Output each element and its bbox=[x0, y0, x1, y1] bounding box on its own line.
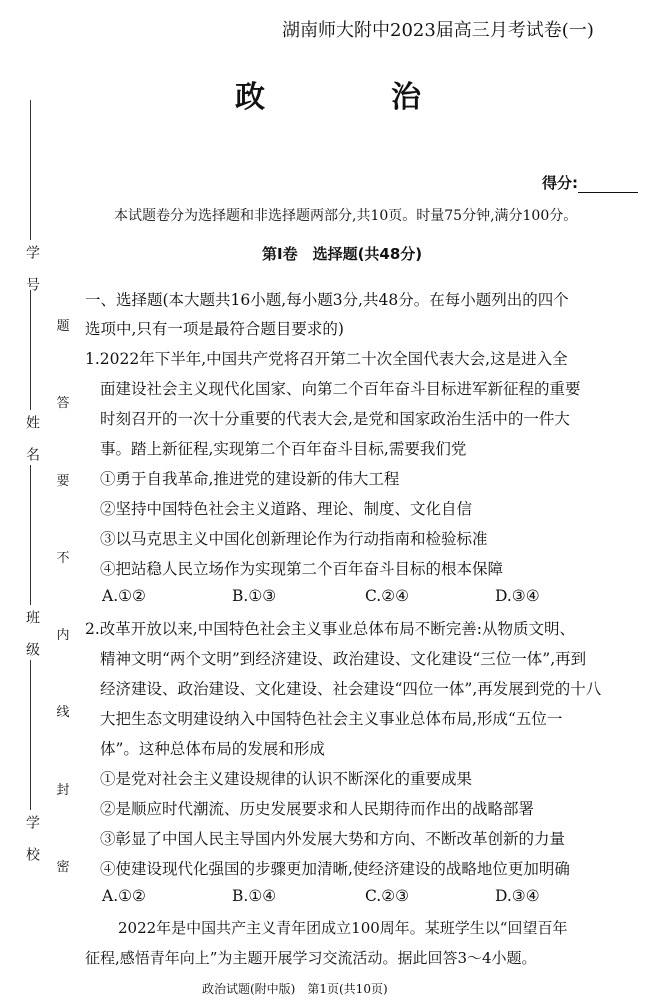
seal-char: 不 bbox=[56, 550, 70, 566]
q2-stem-line: 大把生态文明建设纳入中国特色社会主义事业总体布局,形成“五位一 bbox=[100, 710, 563, 728]
seal-char: 要 bbox=[56, 473, 70, 489]
material-line: 2022年是中国共产主义青年团成立100周年。某班学生以“回望百年 bbox=[118, 919, 568, 937]
q2-item: ③彰显了中国人民主导国内外发展大势和方向、不断改革创新的力量 bbox=[100, 830, 566, 848]
part-instructions-line: 一、选择题(本大题共16小题,每小题3分,共48分。在每小题列出的四个 bbox=[85, 291, 569, 309]
material-line: 征程,感悟青年向上”为主题开展学习交流活动。据此回答3～4小题。 bbox=[85, 949, 537, 967]
exam-header-title: 湖南师大附中2023届高三月考试卷(一) bbox=[282, 20, 594, 41]
q2-item: ④使建设现代化强国的步骤更加清晰,使经济建设的战略地位更加明确 bbox=[100, 860, 570, 878]
q1-option-c: C.②④ bbox=[365, 587, 410, 605]
q2-stem-line: 精神文明“两个文明”到经济建设、政治建设、文化建设“三位一体”,再到 bbox=[100, 650, 587, 668]
seal-char: 内 bbox=[56, 628, 70, 644]
q1-stem-line: 面建设社会主义现代化国家、向第二个百年奋斗目标进军新征程的重要 bbox=[100, 380, 581, 398]
q2-stem-line: 体”。这种总体布局的发展和形成 bbox=[100, 740, 325, 758]
seal-char: 题 bbox=[56, 319, 70, 334]
xuexiao-blank-line bbox=[30, 660, 31, 810]
page-footer: 政治试题(附中版) 第1页(共10页) bbox=[202, 982, 388, 996]
q2-option-b: B.①④ bbox=[232, 887, 277, 905]
q2-stem-line: 经济建设、政治建设、文化建设、社会建设“四位一体”,再发展到党的十八 bbox=[100, 680, 602, 698]
seal-char: 封 bbox=[56, 782, 70, 798]
section-title: 第Ⅰ卷 选择题(共48分) bbox=[262, 245, 423, 263]
xuexiao-label: 学 校 bbox=[24, 815, 40, 863]
q1-option-b: B.①③ bbox=[232, 587, 277, 605]
banji-label: 班 级 bbox=[24, 610, 40, 658]
q1-item: ④把站稳人民立场作为实现第二个百年奋斗目标的根本保障 bbox=[100, 560, 504, 578]
q2-option-a: A.①② bbox=[102, 887, 146, 905]
score-label: 得分: bbox=[542, 174, 578, 192]
part-instructions-line: 选项中,只有一项是最符合题目要求的) bbox=[85, 320, 344, 338]
q1-item: ①勇于自我革命,推进党的建设新的伟大工程 bbox=[100, 470, 400, 488]
xuehao-label: 学 号 bbox=[24, 245, 40, 293]
seal-line-notice bbox=[52, 315, 74, 875]
exam-intro: 本试题卷分为选择题和非选择题两部分,共10页。时量75分钟,满分100分。 bbox=[114, 208, 578, 224]
q1-stem-line: 1.2022年下半年,中国共产党将召开第二十次全国代表大会,这是进入全 bbox=[85, 350, 568, 368]
q1-item: ③以马克思主义中国化创新理论作为行动指南和检验标准 bbox=[100, 530, 488, 548]
q2-item: ①是党对社会主义建设规律的认识不断深化的重要成果 bbox=[100, 770, 473, 788]
score-field bbox=[542, 172, 638, 193]
seal-char: 线 bbox=[56, 705, 70, 721]
banji-blank-line bbox=[30, 465, 31, 605]
xingming-label: 姓 名 bbox=[24, 415, 40, 463]
subject-title: 政 治 bbox=[235, 80, 469, 115]
binding-margin bbox=[0, 0, 80, 1008]
seal-char: 答 bbox=[56, 396, 70, 412]
q1-stem-line: 事。踏上新征程,实现第二个百年奋斗目标,需要我们党 bbox=[100, 440, 467, 458]
q1-option-a: A.①② bbox=[102, 587, 146, 605]
q2-stem-line: 2.改革开放以来,中国特色社会主义事业总体布局不断完善:从物质文明、 bbox=[85, 620, 575, 638]
score-blank bbox=[578, 178, 638, 193]
q2-option-d: D.③④ bbox=[495, 887, 540, 905]
xingming-blank-line bbox=[30, 290, 31, 410]
q2-item: ②是顺应时代潮流、历史发展要求和人民期待而作出的战略部署 bbox=[100, 800, 535, 818]
seal-char: 密 bbox=[56, 859, 70, 875]
q2-option-c: C.②③ bbox=[365, 887, 410, 905]
q1-stem-line: 时刻召开的一次十分重要的代表大会,是党和国家政治生活中的一件大 bbox=[100, 410, 570, 428]
xuehao-blank-line bbox=[30, 100, 31, 240]
q1-item: ②坚持中国特色社会主义道路、理论、制度、文化自信 bbox=[100, 500, 473, 518]
q1-option-d: D.③④ bbox=[495, 587, 540, 605]
